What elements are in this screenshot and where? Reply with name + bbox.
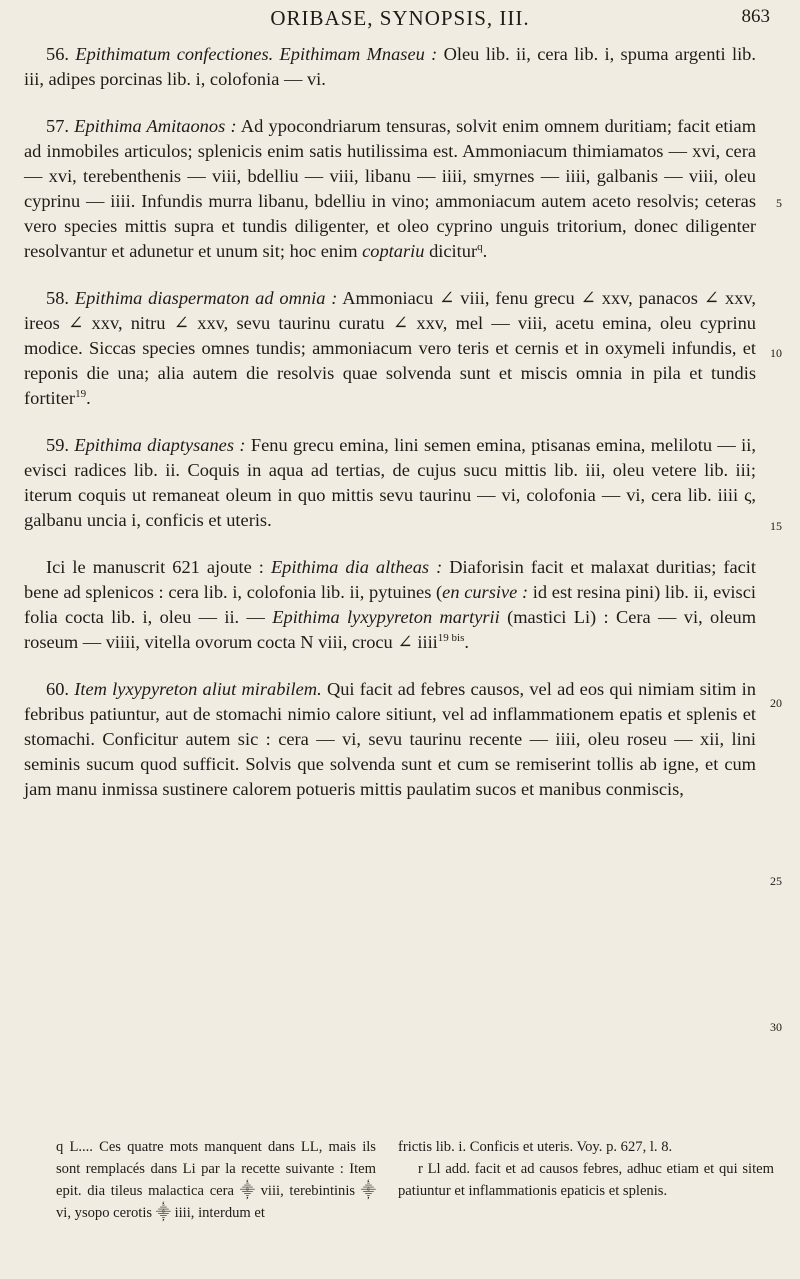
recipe-text: Fenu grecu emina, lini semen emina, ptisanas emina, melilotu — ii, evisci radices lib. ii. Coquis in aqua ad tertias, de cujus sucu mittis lib. iii, oleu vetere lib. iii; iterum coquis ut remaneat oleum in quo mittis sevu taurinu — vi, colofonia — vi, cera lib. iiii ς, galbanu uncia i, conficis et uteris. xyxy=(24,435,756,530)
footnote-continuation: frictis lib. i. Conficis et uteris. Voy. p. 627, l. 8. xyxy=(398,1139,673,1155)
footnote-ref: 19 bis xyxy=(437,631,465,644)
recipe-text: Qui facit ad febres causos, vel ad eos qui nimiam sitim in febribus patiuntur, aut de stomachi nimio calore sitiunt, vel ad inflammationem epatis et splenis et stomachi. Conficitur autem sic : cera — vi, sevu taurinu recente — iiii, oleu roseu — xii, lini seminis sucum quod sufficit. Solvis que solvenda sunt et cum se remiserint tollis ab igne, et cum jam manu inmissa sustinere calorem potueris mittis paulatim sucos et manibus conmiscis, xyxy=(24,679,756,799)
paragraph-number: 56. xyxy=(46,44,69,64)
paragraph-manuscript-addition: Ici le manuscrit 621 ajoute : Epithima dia altheas : Diaforisin facit et malaxat duritias; facit bene ad splenicos : cera lib. i, colofonia lib. ii, pytuines (en cursive : id est resina pini) lib. ii, evisci folia cocta lib. i, oleu — ii. — Epithima lyxypyreton martyrii (mastici Li) : Cera — vi, oleum roseum — viiii, vitella ovorum cocta N viii, crocu ∠ iiii$^{19 bis}$. xyxy=(24,557,756,652)
recipe-title: Epithimatum confectiones. Epithimam Mnaseu : xyxy=(75,44,438,64)
paragraph-number: 59. xyxy=(46,435,69,455)
recipe-text: Oleu lib. ii, cera lib. i, spuma argenti lib. iii, adipes porcinas lib. i, colofonia — vi. xyxy=(24,44,756,89)
recipe-text: Diaforisin facit et malaxat duritias; facit bene ad splenicos : cera lib. i, colofonia lib. ii, pytuines ( xyxy=(24,557,756,602)
footnote-q: q L.... Ces quatre mots manquent dans LL, mais ils sont remplacés dans Li par la recette suivante : Item epit. dia tileus malactica cera ⸎ viii, terebintinis ⸎ vi, ysopo cerotis ⸎ iiii, interdum et xyxy=(56,1139,376,1221)
lead-text: Ici le manuscrit 621 ajoute : xyxy=(46,557,264,577)
recipe-title: Epithima diaspermaton ad omnia : xyxy=(74,288,338,308)
paragraph-59 xyxy=(24,433,756,533)
line-number: 20 xyxy=(770,696,782,710)
footnote-ref: q xyxy=(477,240,483,253)
recipe-text: Ad ypocondriarum tensuras, solvit enim omnem duritiam; facit etiam ad inmobiles articulos; splenicis enim satis hutilissima est. Ammoniacum thimiamatos — xvi, cera — xvi, terebenthenis — viii, bdelliu — viii, libanu — iiii, smyrnes — iiii, galbanis — viii, oleu cyprinu — iiii. Infundis murra libanu, bdelliu in vino; ammoniacum autem aceto resolvis; ceteras vero species mittis supra et tundis diligenter, et oleo cyprino unguis tritorium, donec diligenter resolvantur et adunetur et unum sit; hoc enim xyxy=(24,116,756,261)
page-header xyxy=(0,6,800,34)
paragraph-number: 57. xyxy=(46,116,69,136)
recipe-text-2: id est resina pini) lib. ii, evisci folia cocta lib. i, oleu — ii. — xyxy=(24,582,756,627)
line-number: 10 xyxy=(770,346,782,360)
page-number: 863 xyxy=(741,6,770,27)
paragraph-number: 58. xyxy=(46,288,69,308)
footnotes-left-column xyxy=(56,1136,376,1224)
line-number: 25 xyxy=(770,874,782,888)
paragraph-60 xyxy=(24,677,756,802)
main-text xyxy=(24,42,756,824)
recipe-text-end: dicitur xyxy=(429,241,478,261)
line-number: 30 xyxy=(770,1020,782,1034)
italic-gloss: en cursive : xyxy=(442,582,529,602)
footnote-r: r Ll add. facit et ad causos febres, adhuc etiam et qui sitem patiuntur et inflammationis epaticis et splenis. xyxy=(398,1161,774,1199)
recipe-title: Epithima dia altheas : xyxy=(270,557,443,577)
line-numbers xyxy=(752,0,782,1279)
footnote-ref: 19 xyxy=(75,387,87,400)
line-number: 5 xyxy=(776,196,782,210)
running-title: ORIBASE, SYNOPSIS, III. xyxy=(270,6,530,30)
paragraph-57: 57. Epithima Amitaonos : Ad ypocondriarum tensuras, solvit enim omnem duritiam; facit etiam ad inmobiles articulos; splenicis enim satis hutilissima est. Ammoniacum thimiamatos — xvi, cera — xvi, terebenthenis — viii, bdelliu — viii, libanu — iiii, smyrnes — iiii, galbanis — viii, oleu cyprinu — iiii. Infundis murra libanu, bdelliu in vino; ammoniacum autem aceto resolvis; ceteras vero species mittis supra et tundis diligenter, et oleo cyprino unguis tritorium, donec diligenter resolvantur et adunetur et unum sit; hoc enim coptariu dicitur$^q$. xyxy=(24,116,756,261)
footnotes-right-column xyxy=(398,1136,774,1202)
paragraph-number: 60. xyxy=(46,679,69,699)
paragraph-56 xyxy=(24,42,756,92)
recipe-title: Epithima diaptysanes : xyxy=(74,435,246,455)
italic-term: coptariu xyxy=(362,241,425,261)
recipe-text: Ammoniacu ∠ viii, fenu grecu ∠ xxv, panacos ∠ xxv, ireos ∠ xxv, nitru ∠ xxv, sevu taurinu curatu ∠ xxv, mel — viii, acetu emina, oleu cyprinu modice. Siccas species omnes tundis; ammoniacum vero teris et cernis et in oxymeli infundis, et reponis die una; alia autem die resolvis quae solvenda sunt et miscis omnia in pila et tundis fortiter xyxy=(24,288,756,408)
line-number: 15 xyxy=(770,519,782,533)
paragraph-58: 58. Epithima diaspermaton ad omnia : Ammoniacu ∠ viii, fenu grecu ∠ xxv, panacos ∠ xxv, ireos ∠ xxv, nitru ∠ xxv, sevu taurinu curatu ∠ xxv, mel — viii, acetu emina, oleu cyprinu modice. Siccas species omnes tundis; ammoniacum vero teris et cernis et in oxymeli infundis, et reponis die una; alia autem die resolvis quae solvenda sunt et miscis omnia in pila et tundis fortiter$^{19}$. xyxy=(24,288,756,408)
recipe-title: Item lyxypyreton aliut mirabilem. xyxy=(74,679,322,699)
recipe-title: Epithima Amitaonos : xyxy=(74,116,237,136)
recipe-title-2: Epithima lyxypyreton martyrii xyxy=(272,607,500,627)
recipe-text-3: (mastici Li) : Cera — vi, oleum roseum — viiii, vitella ovorum cocta N viii, crocu ∠ iiii xyxy=(24,607,756,652)
